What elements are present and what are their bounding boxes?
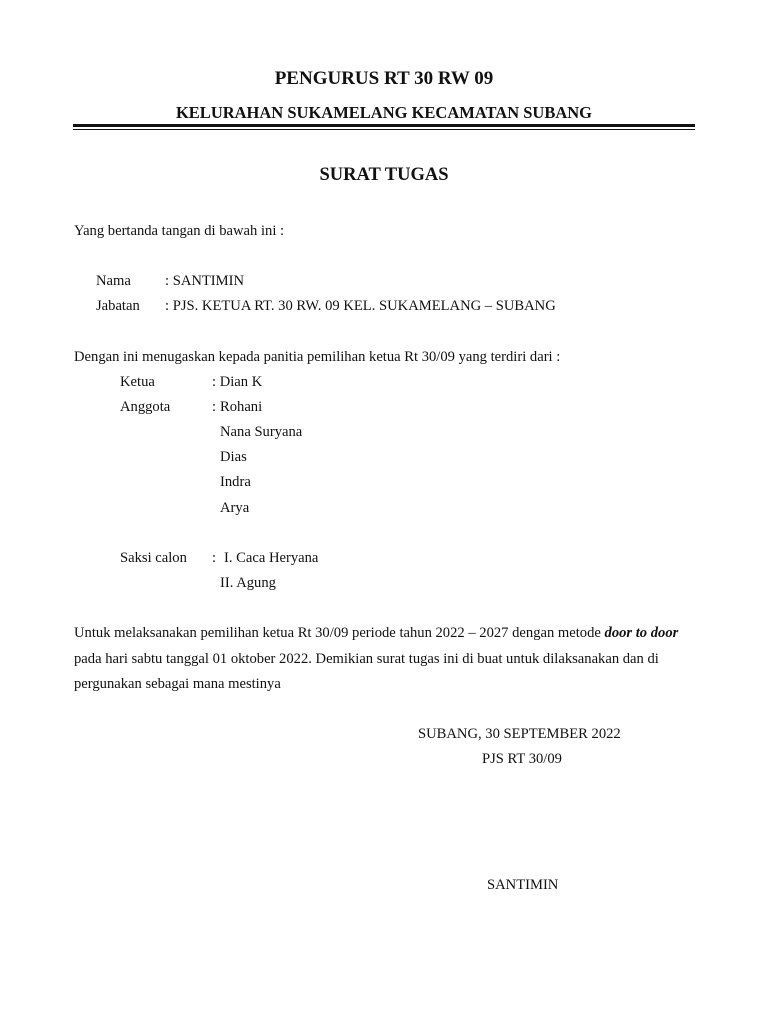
member-item: Indra bbox=[220, 474, 251, 490]
org-name: PENGURUS RT 30 RW 09 bbox=[274, 68, 494, 89]
signature-place-date: SUBANG, 30 SEPTEMBER 2022 bbox=[418, 726, 621, 742]
chair-value: : Dian K bbox=[212, 374, 263, 390]
position-label: Jabatan bbox=[96, 298, 140, 314]
intro-text: Yang bertanda tangan di bawah ini : bbox=[74, 223, 285, 239]
closing-text-part1: Untuk melaksanakan pemilihan ketua Rt 30/09 periode tahun 2022 – 2027 dengan metode bbox=[74, 625, 605, 641]
member-item: Rohani bbox=[220, 399, 263, 415]
member-item: Arya bbox=[220, 500, 250, 516]
assignment-intro: Dengan ini menugaskan kepada panitia pemilihan ketua Rt 30/09 yang terdiri dari : bbox=[74, 349, 561, 365]
members-label: Anggota bbox=[120, 399, 171, 415]
org-subtitle: KELURAHAN SUKAMELANG KECAMATAN SUBANG bbox=[175, 103, 593, 122]
closing-paragraph bbox=[74, 621, 690, 698]
member-item: Nana Suryana bbox=[220, 424, 303, 440]
header-rule-thick bbox=[73, 124, 695, 127]
chair-label: Ketua bbox=[120, 374, 155, 390]
witness-item: I. Caca Heryana bbox=[224, 550, 319, 566]
witness-colon: : bbox=[212, 550, 217, 566]
name-label: Nama bbox=[96, 273, 131, 289]
header-rule-thin bbox=[73, 129, 695, 130]
witness-item: II. Agung bbox=[220, 575, 276, 591]
name-value: : SANTIMIN bbox=[165, 273, 245, 289]
signature-role: PJS RT 30/09 bbox=[482, 751, 562, 767]
witness-label: Saksi calon bbox=[120, 550, 187, 566]
method-emphasis: door to door bbox=[604, 625, 679, 641]
closing-text-part2: pada hari sabtu tanggal 01 oktober 2022. Demikian surat tugas ini di buat untuk dilaksanakan dan di pergunakan sebagai mana mestinya bbox=[74, 650, 659, 692]
position-value: : PJS. KETUA RT. 30 RW. 09 KEL. SUKAMELANG – SUBANG bbox=[165, 298, 556, 314]
signature-name: SANTIMIN bbox=[487, 877, 559, 893]
members-colon: : bbox=[212, 399, 217, 415]
document-title: SURAT TUGAS bbox=[319, 165, 449, 185]
member-item: Dias bbox=[220, 449, 247, 465]
